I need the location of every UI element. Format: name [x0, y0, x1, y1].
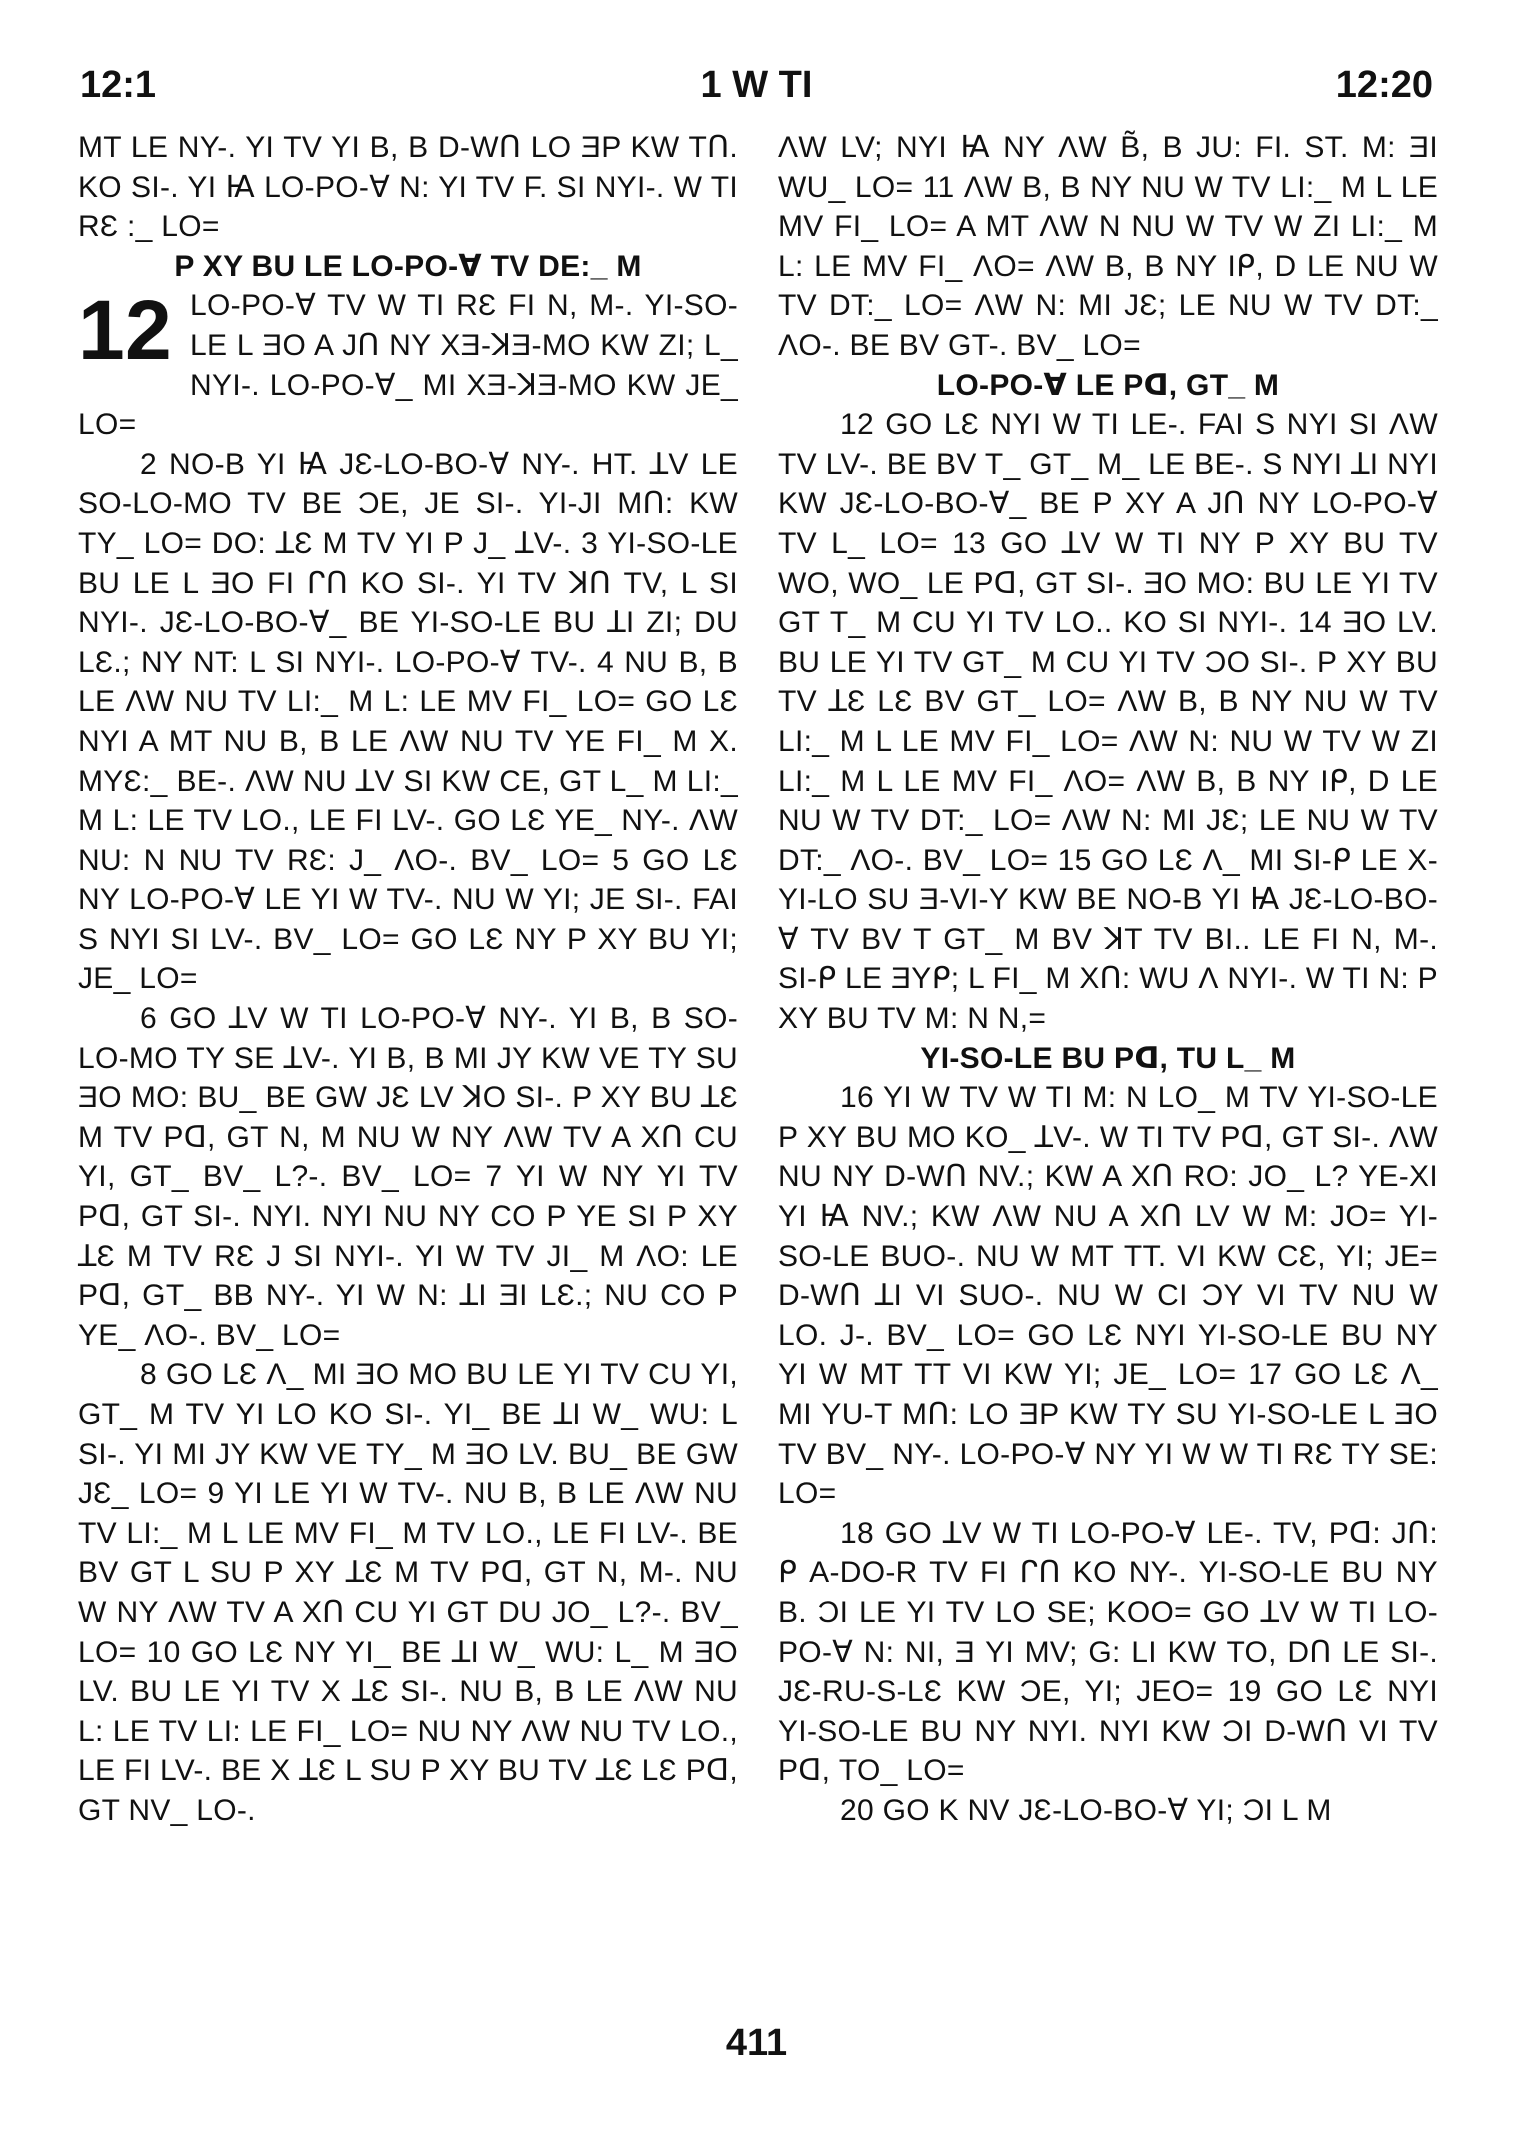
- paragraph-verse-18: 18 GO ꓕV W TI LO-PO-Ɐ LE-. TV, Pᗡ: JՈ: ᑭ A-DO-R TV FI ᒋՈ KO NY-. YI-SO-LE BU NY B. ƆI LE YI TV LO SE; KOO= GO ꓕV W TI LO-PO-Ɐ N: NI, Ǝ YI MV; G: LI KW TO, DՈ LE SI-. JƐ-RU-S-LƐ KW ƆE, YI; JEO= 19 GO LƐ NYI YI-SO-LE BU NY NYI. NYI KW ƆI D-WՈ VI TV Pꓷ, TO_ LO=: [778, 1516, 1438, 1788]
- running-header: [80, 64, 1433, 114]
- header-verse-start: 12:1: [80, 64, 157, 106]
- left-intro-paragraph: MT LE NY-. YI TV YI B, B D-WՈ LO ƎP KW TՈ. KO SI-. YI Ꙗ LO-PO-Ɐ N: YI TV F. SI NYI-. W TI RƐ :_ LO=: [78, 131, 738, 244]
- section-heading: LO-PO-Ɐ LE Pꓷ, GT_ M: [936, 368, 1280, 402]
- paragraph-verse-2: 2 NO-B YI Ꙗ JƐ-LO-BO-Ɐ NY-. HT. ꓕV LE SO-LO-MO TV BE ƆE, JE SI-. YI-JI MՈ: KW TY_ LO= DO: ꓕƐ M TV YI P J_ ꓕV-. 3 YI-SO-LE BU LE L ƎO FI ᒋՈ KO SI-. YI TV ꓘՈ TV, L SI NYI-. JƐ-LO-BO-Ɐ_ BE YI-SO-LE BU ꓕI ZI; DU LƐ.; NY NT: L SI NYI-. LO-PO-Ɐ TV-. 4 NU B, B LE ɅW NU TV LI:_ M L: LE MV FI_ LO= GO LƐ NYI A MT NU B, B LE ɅW NU TV YE FI_ M X. MYƐ:_ BE-. ɅW NU ꓕV SI KW CE, GT L_ M LI:_ M L: LE TV LO., LE FI LV-. GO LƐ YE_ NY-. ɅW NU: N NU TV RƐ: J_ ɅO-. BV_ LO= 5 GO LƐ NY LO-PO-Ɐ LE YI W TV-. NU W YI; JE SI-. FAI S NYI SI LV-. BV_ LO= GO LƐ NY P XY BU YI; JE_ LO=: [78, 447, 738, 996]
- chapter-start: [78, 283, 738, 444]
- right-intro-paragraph: ɅW LV; NYI Ꙗ NY ɅW B̃, B JU: FI. ST. M: ƎI WU_ LO= 11 ɅW B, B NY NU W TV LI:_ M L LE MV FI_ LO= A MT ɅW N NU W TV W ZI LI:_ M L: LE MV FI_ ɅO= ɅW B, B NY Iᑭ, D LE NU W TV DT:_ LO= ɅW N: MI JƐ; LE NU W TV DT:_ ɅO-. BE BV GT-. BV_ LO=: [778, 131, 1438, 362]
- section-heading: P XY BU LE LO-PO-Ɐ TV DE:_ M: [174, 249, 642, 283]
- right-column: [778, 128, 1438, 1831]
- paragraph-verse-16: 16 YI W TV W TI M: N LO_ M TV YI-SO-LE P XY BU MO KO_ ꓕV-. W TI TV Pꓷ, GT SI-. ɅW NU NY D-WՈ NV.; KW A XՈ RO: JO_ L? YE-XI YI Ꙗ NV.; KW ɅW NU A XՈ LV W M: JO= YI-SO-LE BUO-. NU W MT TT. VI KW CƐ, YI; JE= D-WՈ ꓕI VI SUO-. NU W CI ƆY VI TV NU W LO. J-. BV_ LO= GO LƐ NYI YI-SO-LE BU NY YI W MT TT VI KW YI; JE_ LO= 17 GO LƐ Ʌ_ MI YU-T MՈ: LO ƎP KW TY SU YI-SO-LE L ƎO TV BV_ NY-. LO-PO-Ɐ NY YI W W TI RƐ TY SE: LO=: [778, 1081, 1438, 1511]
- section-heading: YI-SO-LE BU Pꓷ, TU L_ M: [920, 1041, 1296, 1075]
- chapter-first-paragraph: LO-PO-Ɐ TV W TI RƐ FI N, M-. YI-SO-LE L ƎO A JՈ NY XƎ-ꓘƎ-MO KW ZI; L_ NYI-. LO-PO-Ɐ_ MI XƎ-ꓘƎ-MO KW JE_ LO=: [78, 289, 738, 442]
- paragraph-verse-8: 8 GO LƐ Ʌ_ MI ƎO MO BU LE YI TV CU YI, GT_ M TV YI LO KO SI-. YI_ BE ꓕI W_ WU: L SI-. YI MI JY KW VE TY_ M ƎO LV. BU_ BE GW JƐ_ LO= 9 YI LE YI W TV-. NU B, B LE ɅW NU TV LI:_ M L LE MV FI_ M TV LO., LE FI LV-. BE BV GT L SU P XY ꓕƐ M TV Pꓷ, GT N, M-. NU W NY ɅW TV A XՈ CU YI GT DU JO_ L?-. BV_ LO= 10 GO LƐ NY YI_ BE ꓕI W_ WU: L_ M ƎO LV. BU LE YI TV X ꓕƐ SI-. NU B, B LE ɅW NU L: LE TV LI: LE FI_ LO= NU NY ɅW NU TV LO., LE FI LV-. BE X ꓕƐ L SU P XY BU TV ꓕƐ LƐ Pꓷ, GT NV_ LO-.: [78, 1358, 738, 1827]
- left-column: [78, 128, 738, 1831]
- paragraph-verse-20: 20 GO K NV JƐ-LO-BO-Ɐ YI; ƆI L M: [840, 1793, 1332, 1827]
- chapter-number: 12: [78, 283, 173, 378]
- page-number: 411: [725, 2022, 788, 2064]
- header-book-title: 1 W TI: [700, 64, 813, 106]
- paragraph-verse-6: 6 GO ꓕV W TI LO-PO-Ɐ NY-. YI B, B SO-LO-MO TY SE ꓕV-. YI B, B MI JY KW VE TY SU ƎO MO: BU_ BE GW JƐ LV ꓘO SI-. P XY BU ꓕƐ M TV Pꓷ, GT N, M NU W NY ɅW TV A XՈ CU YI, GT_ BV_ L?-. BV_ LO= 7 YI W NY YI TV Pꓷ, GT SI-. NYI. NYI NU NY CO P YE SI P XY ꓕƐ M TV RƐ J SI NYI-. YI W TV JI_ M ɅO: LE Pꓷ, GT_ BB NY-. YI W N: ꓕI ƎI LƐ.; NU CO P YE_ ɅO-. BV_ LO=: [78, 1002, 738, 1352]
- paragraph-verse-12: 12 GO LƐ NYI W TI LE-. FAI S NYI SI ɅW TV LV-. BE BV T_ GT_ M_ LE BE-. S NYI ꓕI NYI KW JƐ-LO-BO-Ɐ_ BE P XY A JՈ NY LO-PO-Ɐ TV L_ LO= 13 GO ꓕV W TI NY P XY BU TV WO, WO_ LE Pꓷ, GT SI-. ƎO MO: BU LE YI TV GT T_ M CU YI TV LO.. KO SI NYI-. 14 ƎO LV. BU LE YI TV GT_ M CU YI TV ƆO SI-. P XY BU TV ꓕƐ LƐ BV GT_ LO= ɅW B, B NY NU W TV LI:_ M L LE MV FI_ LO= ɅW N: NU W TV W ZI LI:_ M L LE MV FI_ ɅO= ɅW B, B NY Iᑭ, D LE NU W TV DT:_ LO= ɅW N: MI JƐ; LE NU W TV DT:_ ɅO-. BV_ LO= 15 GO LƐ Ʌ_ MI SI-ᑭ LE X-YI-LO SU Ǝ-VI-Y KW BE NO-B YI Ꙗ JƐ-LO-BO-Ɐ TV BV T GT_ M BV ꓘT TV BI.. LE FI N, M-. SI-ᑭ LE ƎYᑭ; L FI_ M XՈ: WU Ʌ NYI-. W TI N: P XY BU TV M: N N,=: [778, 408, 1438, 1036]
- header-verse-end: 12:20: [1335, 64, 1433, 106]
